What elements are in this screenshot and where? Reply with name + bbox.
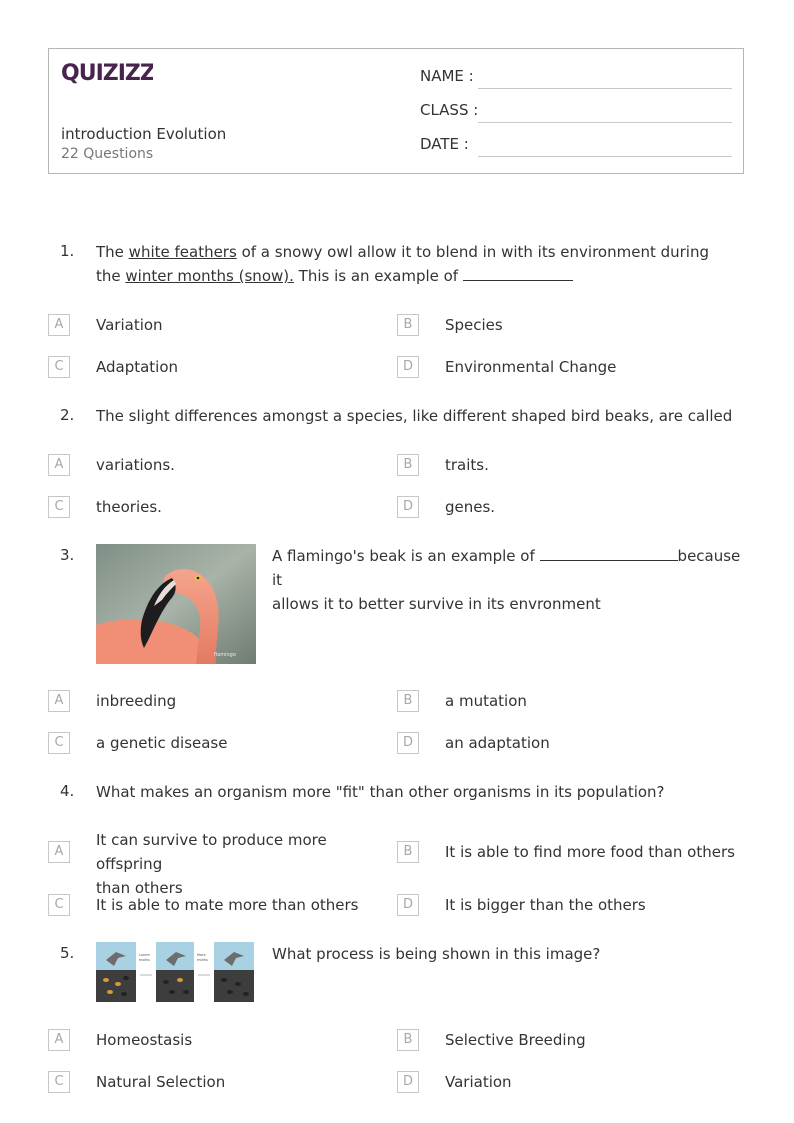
q4-option-b-box[interactable]: B <box>397 841 419 863</box>
q1-underline-white-feathers: white feathers <box>128 243 237 261</box>
q5-option-d-box[interactable]: D <box>397 1071 419 1093</box>
q4-option-a-box[interactable]: A <box>48 841 70 863</box>
q2-option-a-text[interactable]: variations. <box>96 456 175 474</box>
q2-option-b-box[interactable]: B <box>397 454 419 476</box>
svg-text:More: More <box>197 953 206 957</box>
q1-option-a-text[interactable]: Variation <box>96 316 163 334</box>
peppered-moth-diagram <box>96 942 254 1002</box>
q1-option-b-text[interactable]: Species <box>445 316 503 334</box>
q3-option-c-text[interactable]: a genetic disease <box>96 734 228 752</box>
question-4-text: What makes an organism more "fit" than other organisms in its population? <box>96 783 665 801</box>
q1-option-d-box[interactable]: D <box>397 356 419 378</box>
q5-option-d-text[interactable]: Variation <box>445 1073 512 1091</box>
q5-option-c-text[interactable]: Natural Selection <box>96 1073 226 1091</box>
q3-text-b: because it <box>272 547 741 589</box>
flamingo-photo <box>96 544 256 664</box>
date-label: DATE : <box>420 135 469 153</box>
name-label: NAME : <box>420 67 474 85</box>
q3-option-b-box[interactable]: B <box>397 690 419 712</box>
q5-option-a-text[interactable]: Homeostasis <box>96 1031 193 1049</box>
q4-option-c-box[interactable]: C <box>48 894 70 916</box>
q5-option-b-box[interactable]: B <box>397 1029 419 1051</box>
q4-option-a-text[interactable] <box>96 828 396 900</box>
q4-option-d-text[interactable]: It is bigger than the others <box>445 896 646 914</box>
natural-selection-illustration <box>96 942 254 1002</box>
question-3-number: 3. <box>60 546 75 564</box>
q2-option-d-text[interactable]: genes. <box>445 498 496 516</box>
flamingo-illustration <box>96 544 256 664</box>
q1-answer-blank <box>463 267 573 281</box>
worksheet-header <box>48 48 744 174</box>
q2-option-b-text[interactable]: traits. <box>445 456 489 474</box>
q2-option-d-box[interactable]: D <box>397 496 419 518</box>
q3-answer-blank <box>540 547 678 561</box>
q1-underline-winter-months: winter months (snow). <box>125 267 294 285</box>
q3-text-c: allows it to better survive in its envronment <box>272 595 601 613</box>
q3-text-a: A flamingo's beak is an example of <box>272 547 540 565</box>
q3-option-b-text[interactable]: a mutation <box>445 692 527 710</box>
q5-option-a-box[interactable]: A <box>48 1029 70 1051</box>
q5-option-b-text[interactable]: Selective Breeding <box>445 1031 586 1049</box>
svg-text:moths: moths <box>197 958 208 962</box>
q3-option-a-box[interactable]: A <box>48 690 70 712</box>
class-label: CLASS : <box>420 101 479 119</box>
name-line[interactable] <box>478 88 732 89</box>
svg-text:QUIZIZZ: QUIZIZZ <box>61 61 153 85</box>
svg-text:flamingo: flamingo <box>214 652 236 658</box>
q1-option-c-text[interactable]: Adaptation <box>96 358 179 376</box>
q5-option-c-box[interactable]: C <box>48 1071 70 1093</box>
date-field[interactable] <box>420 135 732 157</box>
date-line[interactable] <box>478 156 732 157</box>
worksheet-title: introduction Evolution <box>61 125 227 143</box>
quizizz-logo <box>61 59 153 91</box>
q4-option-c-text[interactable]: It is able to mate more than others <box>96 896 359 914</box>
question-3-text <box>272 544 752 616</box>
q3-option-a-text[interactable]: inbreeding <box>96 692 177 710</box>
svg-text:Lorem: Lorem <box>139 953 150 957</box>
q2-option-a-box[interactable]: A <box>48 454 70 476</box>
q1-option-b-box[interactable]: B <box>397 314 419 336</box>
name-field[interactable] <box>420 67 732 89</box>
q2-option-c-text[interactable]: theories. <box>96 498 162 516</box>
question-1-text <box>96 240 736 288</box>
q1-text-c: This is an example of <box>293 267 463 285</box>
q1-option-a-box[interactable]: A <box>48 314 70 336</box>
question-5-number: 5. <box>60 944 75 962</box>
q1-option-c-box[interactable]: C <box>48 356 70 378</box>
q3-option-d-text[interactable]: an adaptation <box>445 734 550 752</box>
quizizz-logo-graphic <box>61 59 153 85</box>
question-1-number: 1. <box>60 242 75 260</box>
q1-option-d-text[interactable]: Environmental Change <box>445 358 617 376</box>
q4-option-d-box[interactable]: D <box>397 894 419 916</box>
question-4-number: 4. <box>60 782 75 800</box>
q3-option-d-box[interactable]: D <box>397 732 419 754</box>
question-count: 22 Questions <box>61 146 154 162</box>
q2-option-c-box[interactable]: C <box>48 496 70 518</box>
q1-text-b: of a snowy owl allow it to blend in with its environment during the <box>96 243 709 285</box>
question-2-number: 2. <box>60 406 75 424</box>
q4-option-b-text[interactable]: It is able to find more food than others <box>445 843 735 861</box>
question-2-text: The slight differences amongst a species, like different shaped bird beaks, are called <box>96 407 733 425</box>
class-field[interactable] <box>420 101 732 123</box>
q4-option-a-line1: It can survive to produce more offspring <box>96 831 327 873</box>
question-5-text: What process is being shown in this image? <box>272 945 601 963</box>
class-line[interactable] <box>478 122 732 123</box>
svg-text:moths: moths <box>139 958 150 962</box>
q4-option-a-line2: than others <box>96 879 183 897</box>
q1-text-a: The <box>96 243 129 261</box>
q3-option-c-box[interactable]: C <box>48 732 70 754</box>
